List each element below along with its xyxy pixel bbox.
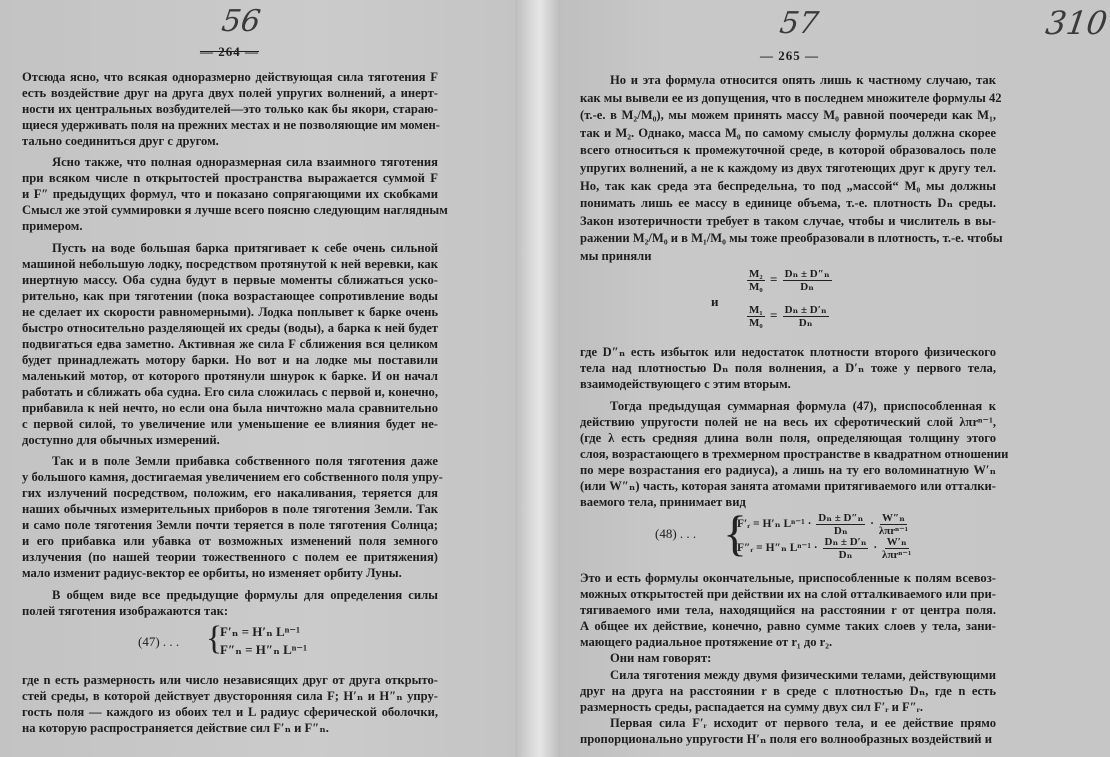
text-line: стей среды, в которой действует двусторонняя сила F; H′ₙ и H″ₙ упру-	[22, 689, 438, 703]
text-line: пропорционально упругости H′ₙ поля его волнообразных воздействий и	[580, 732, 992, 746]
text-line: наших обычных измерительных приборов в поле тяготения Земли. Так	[22, 502, 438, 516]
text-line: на которую распространяется действие сил F′ₙ и F″ₙ.	[22, 721, 329, 735]
printed-page-number: — 265 —	[760, 48, 819, 63]
text-line: Так и в поле Земли прибавка собственного поля тяготения даже	[52, 454, 438, 468]
equals-sign: =	[769, 271, 778, 287]
text-line: инертную массу. Оба судна будут в первые моменты сближаться уско-	[22, 273, 438, 287]
text-line: Они нам говорят:	[610, 651, 712, 665]
brace-icon: {	[723, 505, 747, 561]
text-line: мающего радиальное протяжение от r₁ до r₂.	[580, 635, 833, 649]
text-line: примером.	[22, 219, 83, 233]
fraction-denominator: Dₙ	[800, 281, 814, 293]
text-line: гость поля — каждого из обоих тел и L радиус сферической оболочки,	[22, 705, 438, 719]
text-line: маленький мотор, от которого протянули шнурок к барке. И он начал	[22, 369, 438, 383]
text-line: гих излучений посредством, положим, его накаливания, теряется для	[22, 486, 438, 500]
text-line: Закон изотеричности требует в таком случае, чтобы и числитель в вы-	[580, 213, 996, 228]
text-line: по мере возрастания его радиуса), а лишь на ту его воломинатную W′ₙ	[580, 463, 996, 477]
handwritten-page-number: 56	[219, 4, 263, 39]
text-line: тела над плотностью Dₙ поля волнения, а D′ₙ тоже у первого тела,	[580, 361, 996, 375]
formula-term: F″ᵣ = H″ₙ Lⁿ⁻¹ ·	[737, 542, 818, 555]
text-line: ности их центральных возбудителей—это только как бы якори, стараю-	[22, 102, 438, 116]
text-line: всего относиться к промежуточной среде, в которой образовалось поле	[580, 143, 996, 158]
text-line: машиной небольшую лодку, посредством протянутой к ней веревки, как	[22, 257, 438, 271]
text-line: щиеся удерживать поля на прежних местах и не позволяющие им момен-	[22, 118, 440, 132]
fraction-numerator: M₁	[749, 304, 763, 316]
printed-page-number: — 264 —	[200, 44, 259, 59]
text-line: подвигаться едва заметно. Активная же сила F сближения вся целиком	[22, 337, 438, 351]
text-line: где n есть размерность или число независящих друг от друга открыто-	[22, 673, 438, 687]
formula-row: F″ₙ = H″ₙ Lⁿ⁻¹	[220, 642, 308, 657]
fraction-denominator: λπrⁿ⁻¹	[878, 525, 909, 537]
multiply-dot: ·	[870, 518, 874, 531]
text-line: можных открытостей при действии их на слой отталкиваемого или при-	[580, 587, 996, 601]
brace-icon: {	[206, 620, 223, 657]
text-line: ражении M₂/M₀ и в M₁/M₀ мы тоже преобразовали в плотность, т.-е. чтобы	[580, 231, 1003, 246]
text-line: где D″ₙ есть избыток или недостаток плотности второго физического	[580, 345, 996, 359]
text-line: Первая сила F′ᵣ исходит от первого тела, и ее действие прямо	[610, 716, 996, 730]
fraction-numerator: Dₙ ± D′ₙ	[824, 536, 867, 548]
text-line: излучения (по нашей теории тожественного с полем ее притяжения)	[22, 550, 438, 564]
text-line: (т.-е. в M₂/M₀), мы можем принять массу M₀ равной поочереди как M₁,	[580, 108, 996, 123]
text-line: и F″ предыдущих формул, что и показано сопрягающими их скобками	[22, 187, 438, 201]
fraction-denominator: λπrⁿ⁻¹	[882, 549, 912, 561]
fraction-numerator: Dₙ ± D″ₙ	[784, 268, 830, 280]
text-line: упругих волнений, а не к каждому из двух тяготеющих друг к другу тел.	[580, 161, 996, 175]
text-line: быстро относительно разделяющей их среды (воды), а барка к ней будет	[22, 321, 438, 335]
text-line: Это и есть формулы окончательные, приспособленные к полям всевоз-	[580, 571, 996, 585]
text-line: и его прибавка или убавка от возможных изменений поля земного	[22, 534, 438, 548]
text-line: тально соединиться друг с другом.	[22, 134, 219, 148]
text-line: Но, так как среда эта беспредельна, то под „массой“ M₀ мы должны	[580, 178, 996, 193]
text-line: Сила тяготения между двумя физическими телами, действующими	[610, 668, 996, 682]
fraction-denominator: Dₙ	[838, 549, 853, 561]
fraction-numerator: Dₙ ± D′ₙ	[784, 304, 827, 316]
text-line: полей тяготения изображаются так:	[22, 604, 229, 618]
fraction-numerator: W″ₙ	[882, 512, 905, 524]
formula-label: (48) . . .	[655, 526, 697, 541]
handwritten-page-number: 57	[777, 6, 821, 41]
text-line: прибавила к ней нечто, но если она была ничтожно мала сравнительно	[22, 401, 438, 415]
text-line: работать и сближать оба судна. Его сила сложилась с первой и, конечно,	[22, 385, 438, 399]
text-line: Отсюда ясно, что всякая одноразмерно действующая сила тяготения F	[22, 70, 438, 84]
text-line: слоя, возрастающего в трехмерном пространстве в квадратном отношении	[580, 447, 1009, 461]
text-line: взаимодействующего с этим вторым.	[580, 377, 791, 391]
formula-label: (47) . . .	[138, 634, 180, 649]
text-line: не сделает их скорости равномерными). Лодка поплывет к барке очень	[22, 305, 438, 319]
book-gutter	[515, 0, 560, 757]
text-line: у большого камня, достигаемая увеличением его собственного поля упру-	[22, 470, 443, 484]
text-line: Ясно также, что полная одноразмерная сила взаимного тяготения	[52, 155, 438, 169]
text-line: доступно для обычных измерений.	[22, 433, 220, 447]
text-line: Но и эта формула относится опять лишь к частному случаю, так	[610, 73, 996, 87]
text-line: размерность среды, распадается на сумму двух сил F′ᵣ и F″ᵣ.	[580, 700, 923, 714]
text-line: тягиваемого ими тела, находящийся на расстоянии r от центра поля.	[580, 603, 996, 617]
text-line: будет принадлежать мотору барки. Но вот и на лодке мы поставили	[22, 353, 438, 367]
text-line: (или W″ₙ) часть, которая занята атомами притягиваемого или отталки-	[580, 479, 996, 493]
fraction-denominator: Dₙ	[833, 525, 848, 537]
handwritten-archive-number: 310	[1043, 4, 1110, 42]
text-line: при всяком числе n открытостей пространства выражается суммой F	[22, 171, 438, 185]
text-line: ваемого тела, принимает вид	[580, 495, 746, 509]
text-line: Пусть на воде большая барка притягивает к себе очень сильной	[52, 241, 438, 255]
formula-row: F′ₙ = H′ₙ Lⁿ⁻¹	[220, 624, 300, 639]
text-line: мало изменит радиус-вектор ее орбиты, но изменяет орбиту Луны.	[22, 566, 402, 580]
text-line: с первой силой, то увеличение или уменьшение ее влияния будет не-	[22, 417, 438, 431]
text-line: как мы вывели ее из допущения, что в последнем множителе формулы 42	[580, 90, 1002, 105]
text-line: Тогда предыдущая суммарная формула (47), приспособленная к	[610, 399, 996, 413]
text-line: и само поле тяготения Земли почти теряется в поле тяготения Солнца;	[22, 518, 438, 532]
text-line: мы приняли	[580, 249, 652, 263]
fraction-numerator: M₂	[749, 268, 763, 280]
fraction-numerator: Dₙ ± D″ₙ	[818, 512, 864, 524]
multiply-dot: ·	[873, 542, 878, 555]
text-line: так и M₂. Однако, масса M₀ по самому смыслу формулы должна скорее	[580, 125, 996, 140]
fraction-numerator: W′ₙ	[886, 536, 907, 548]
text-line: рительно, как при тяготении (пока возрастающее сопротивление воды	[22, 289, 438, 303]
right-page	[560, 0, 1110, 757]
fraction-denominator: M₀	[749, 281, 763, 293]
left-page	[0, 0, 525, 757]
fraction-denominator: M₀	[749, 317, 763, 329]
formula-term: F′ᵣ = H′ₙ Lⁿ⁻¹ ·	[737, 518, 812, 531]
text-line: понимать лишь ее массу в единице объема, т.-е. плотность Dₙ среды.	[580, 196, 996, 211]
text-line: В общем виде все предыдущие формулы для определения силы	[52, 588, 438, 602]
text-line: А общее их действие, конечно, равно сумме таких слоев у тела, зани-	[580, 619, 996, 633]
text-line: есть воздействие друг на друга двух полей упругих волнений, а инерт-	[22, 86, 438, 100]
text-line: действию упругости полей не на весь их сферотический слой λπrⁿ⁻¹,	[580, 415, 996, 429]
fraction-denominator: Dₙ	[798, 317, 813, 329]
equals-sign: =	[769, 307, 778, 323]
text-line: друг на друга на расстоянии r в среде с плотностью Dₙ, где n есть	[580, 684, 996, 698]
text-line: Смысл же этой суммировки я лучше всего поясню следующим наглядным	[22, 203, 448, 217]
text-line: (где λ есть средняя длина волн поля, определяющая толщину этого	[580, 431, 996, 445]
conjunction: и	[711, 294, 719, 309]
